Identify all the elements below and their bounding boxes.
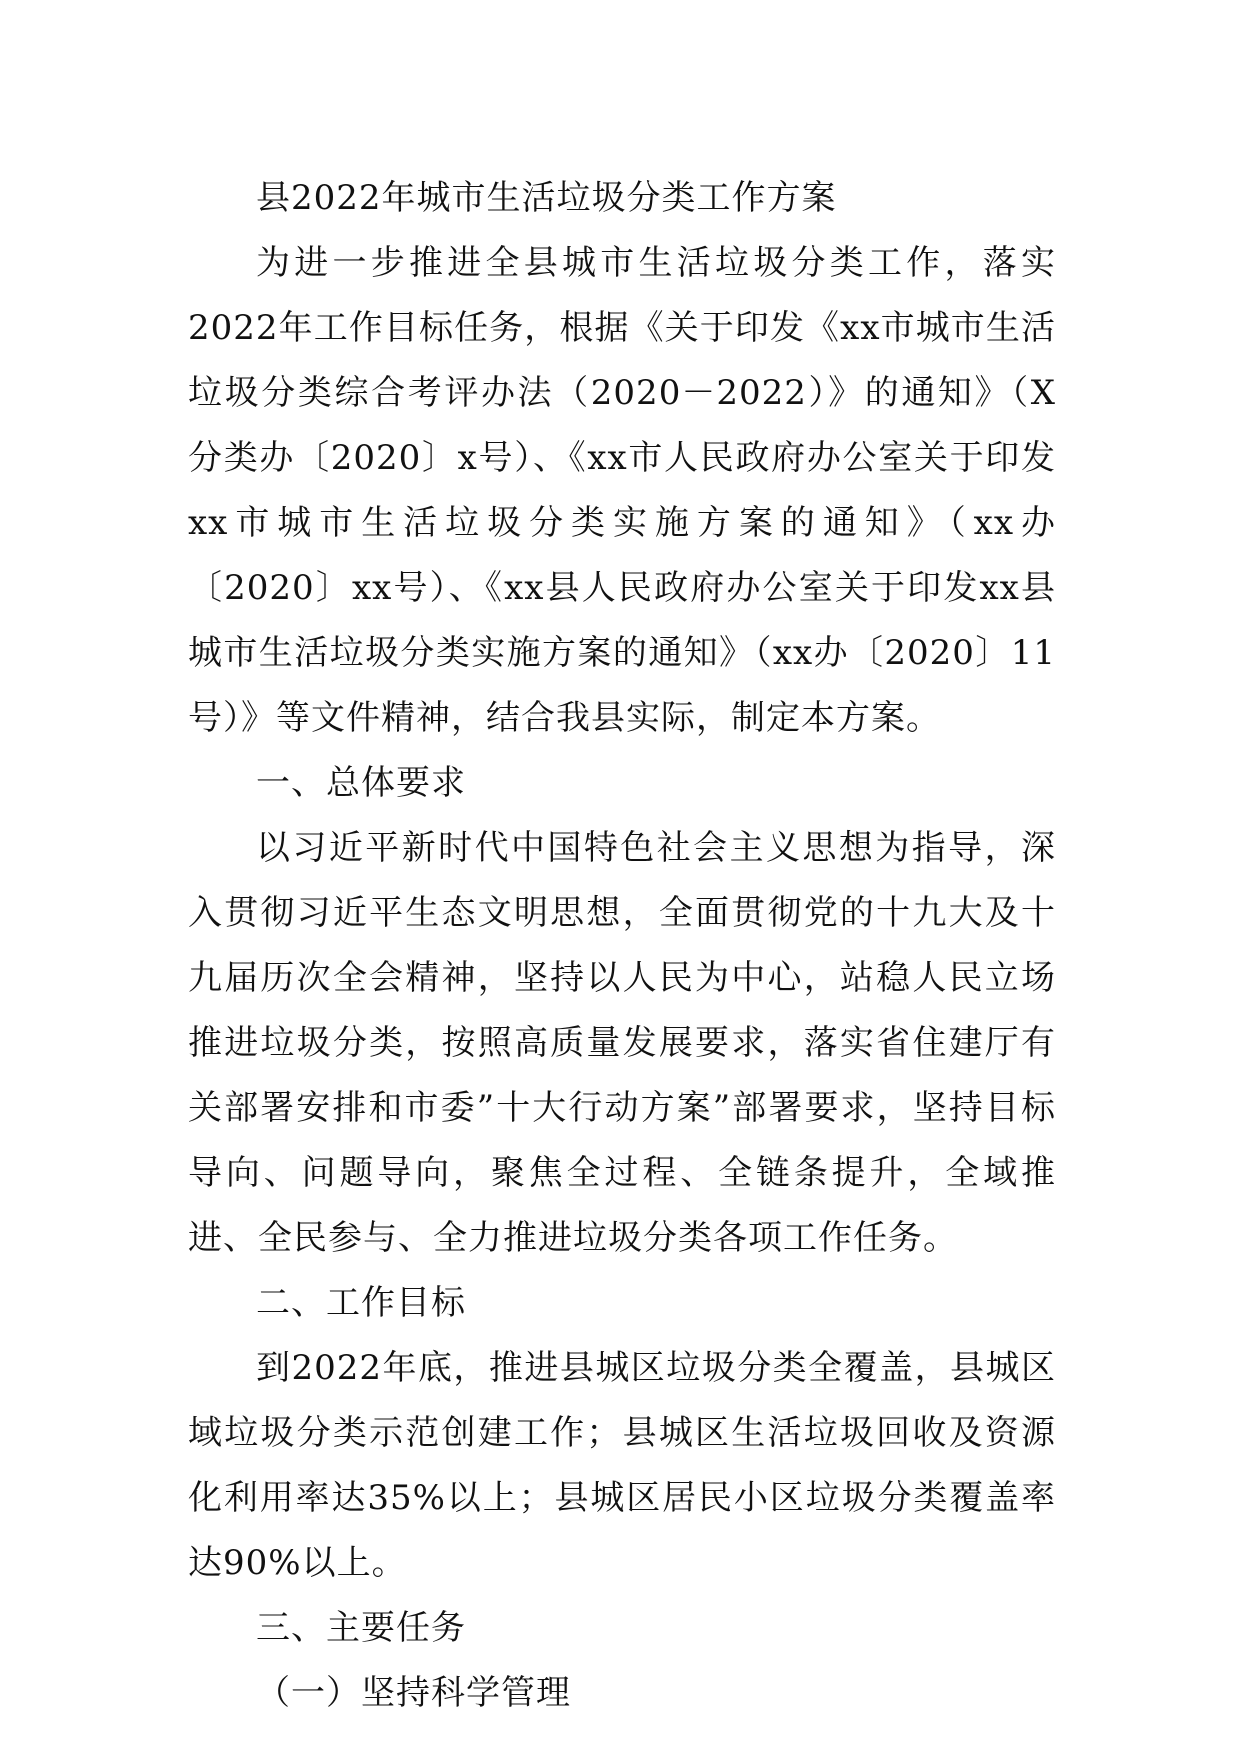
document-title: 县2022年城市生活垃圾分类工作方案 bbox=[256, 178, 837, 218]
subsection-heading-scientific-management: （一）坚持科学管理 bbox=[256, 1673, 571, 1713]
overall-requirements-paragraph: 以习近平新时代中国特色社会主义思想为指导，深入贯彻习近平生态文明思想，全面贯彻党的十九大及十九届历次全会精神，坚持以人民为中心，站稳人民立场推进垃圾分类，按照高质量发展要求，落实省住建厅有关部署安排和市委”十大行动方案”部署要求，坚持目标导向、问题导向，聚焦全过程、全链条提升，全域推进、全民参与、全力推进垃圾分类各项工作任务。 bbox=[188, 828, 1056, 1258]
section-heading-work-goals: 二、工作目标 bbox=[256, 1283, 466, 1323]
work-goals-paragraph: 到2022年底，推进县城区垃圾分类全覆盖，县城区域垃圾分类示范创建工作；县城区生活垃圾回收及资源化利用率达35%以上；县城区居民小区垃圾分类覆盖率达90%以上。 bbox=[188, 1348, 1056, 1583]
document-body bbox=[188, 166, 1056, 1726]
intro-paragraph: 为进一步推进全县城市生活垃圾分类工作，落实2022年工作目标任务，根据《关于印发《xx市城市生活垃圾分类综合考评办法（2020－2022）》的通知》（X分类办〔2020〕x号）、《xx市人民政府办公室关于印发xx市城市生活垃圾分类实施方案的通知》（xx办〔2020〕xx号）、《xx县人民政府办公室关于印发xx县城市生活垃圾分类实施方案的通知》（xx办〔2020〕11号）》等文件精神，结合我县实际，制定本方案。 bbox=[188, 243, 1056, 738]
section-heading-overall-requirements: 一、总体要求 bbox=[256, 763, 466, 803]
section-heading-main-tasks: 三、主要任务 bbox=[256, 1608, 466, 1648]
